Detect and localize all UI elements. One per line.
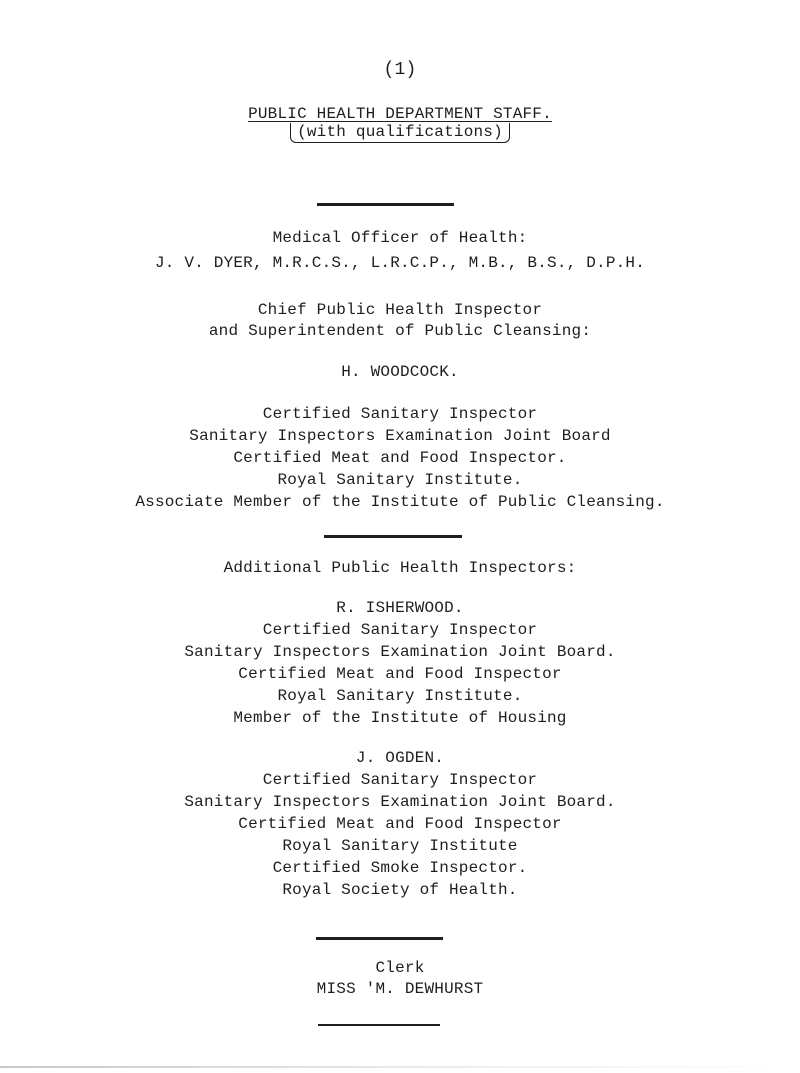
inspector-qualification: Certified Sanitary Inspector (262, 771, 538, 789)
chief-inspector-name: H. WOODCOCK. (341, 363, 459, 381)
chief-inspector-role-line1: Chief Public Health Inspector (257, 301, 543, 319)
clerk-name: MISS 'M. DEWHURST (316, 980, 484, 998)
inspector-qualification: Royal Sanitary Institute. (277, 687, 523, 705)
additional-inspectors-role: Additional Public Health Inspectors: (223, 559, 577, 577)
section-divider (316, 937, 443, 940)
page-subtitle (0, 122, 800, 143)
medical-officer-name: J. V. DYER, M.R.C.S., L.R.C.P., M.B., B.S., D.P.H. (154, 254, 646, 272)
inspector-qualification: Sanitary Inspectors Examination Joint Board. (184, 643, 616, 661)
chief-qualification: Certified Sanitary Inspector (262, 405, 538, 423)
scan-edge (0, 1066, 800, 1068)
clerk-role: Clerk (375, 959, 425, 977)
inspector-qualification: Member of the Institute of Housing (233, 709, 567, 727)
inspector-qualification: Certified Meat and Food Inspector (238, 815, 562, 833)
section-divider (317, 203, 454, 206)
chief-qualification: Certified Meat and Food Inspector. (233, 449, 567, 467)
inspector-qualification: Certified Meat and Food Inspector (238, 665, 562, 683)
page-subtitle-text: (with qualifications) (290, 123, 510, 143)
page-title: PUBLIC HEALTH DEPARTMENT STAFF. (248, 105, 552, 123)
inspector-name: R. ISHERWOOD. (336, 599, 464, 617)
chief-inspector-role-line2: and Superintendent of Public Cleansing: (208, 322, 592, 340)
chief-qualification: Sanitary Inspectors Examination Joint Board (189, 427, 611, 445)
medical-officer-role: Medical Officer of Health: (272, 229, 528, 247)
section-divider (324, 535, 462, 538)
section-divider (318, 1024, 440, 1026)
inspector-qualification: Sanitary Inspectors Examination Joint Board. (184, 793, 616, 811)
inspector-qualification: Royal Sanitary Institute (282, 837, 518, 855)
page-number: (1) (383, 60, 417, 80)
inspector-qualification: Certified Smoke Inspector. (272, 859, 528, 877)
inspector-name: J. OGDEN. (355, 749, 445, 767)
chief-qualification: Associate Member of the Institute of Public Cleansing. (135, 493, 665, 511)
inspector-qualification: Royal Society of Health. (282, 881, 518, 899)
inspector-qualification: Certified Sanitary Inspector (262, 621, 538, 639)
chief-qualification: Royal Sanitary Institute. (277, 471, 523, 489)
